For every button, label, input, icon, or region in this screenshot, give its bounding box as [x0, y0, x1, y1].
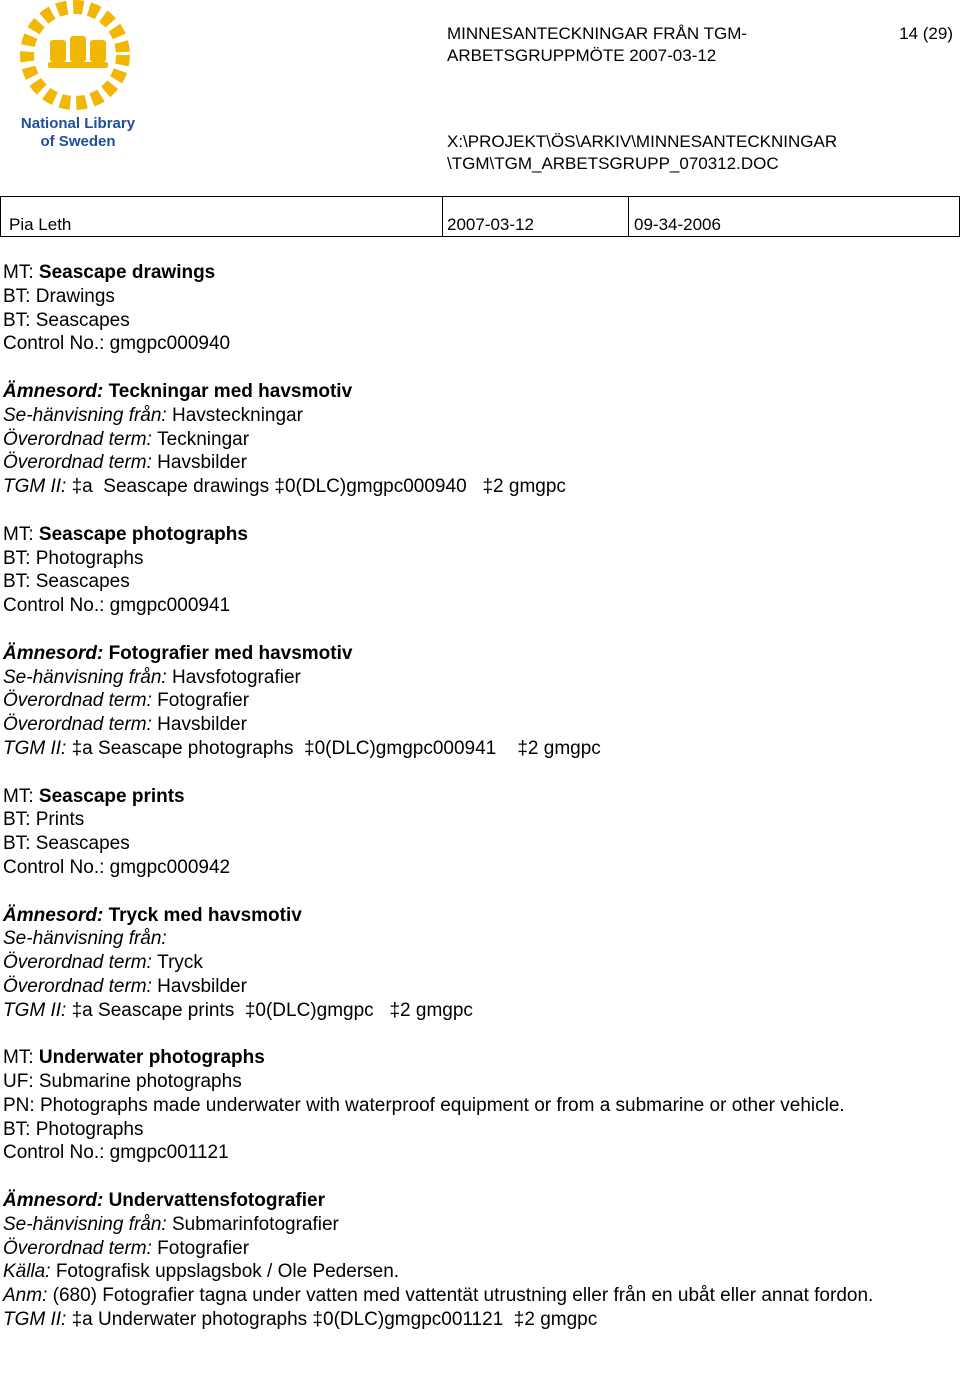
see-reference: Se-hänvisning från: Submarinfotografier — [3, 1213, 339, 1235]
broader-term: BT: Photographs — [3, 1118, 144, 1140]
swedish-subject: Ämnesord: Undervattensfotografier — [3, 1190, 325, 1212]
parent-term: Överordnad term: Havsbilder — [3, 975, 247, 997]
term-entry — [3, 1046, 903, 1332]
tgm-reference: TGM II: ‡a Seascape photographs ‡0(DLC)gmgpc000941 ‡2 gmgpc — [3, 737, 601, 759]
parent-term: Överordnad term: Fotografier — [3, 1237, 250, 1259]
meta-table — [0, 196, 960, 237]
page-number: 14 (29) — [899, 24, 953, 43]
swedish-subject: Ämnesord: Teckningar med havsmotiv — [3, 380, 353, 402]
document-body — [3, 261, 903, 1332]
control-number: Control No.: gmgpc000942 — [3, 856, 231, 878]
main-term: MT: Seascape photographs — [3, 523, 248, 545]
source: Källa: Fotografisk uppslagsbok / Ole Pedersen. — [3, 1261, 400, 1283]
svg-text:of Sweden: of Sweden — [40, 133, 116, 150]
broader-term: BT: Prints — [3, 809, 85, 831]
control-number: Control No.: gmgpc001121 — [3, 1142, 229, 1164]
broader-term: BT: Seascapes — [3, 309, 130, 331]
tgm-reference: TGM II: ‡a Seascape prints ‡0(DLC)gmgpc ‡2 gmgpc — [3, 999, 473, 1021]
title-line-2: ARBETSGRUPPMÖTE 2007-03-12 — [447, 46, 717, 65]
file-path: X:\PROJEKT\ÖS\ARKIV\MINNESANTECKNINGAR\TGM\TGM_ARBETSGRUPP_070312.DOC — [447, 132, 838, 173]
meta-ref: 09-34-2006 — [634, 215, 721, 234]
control-number: Control No.: gmgpc000940 — [3, 333, 231, 355]
parent-term: Överordnad term: Teckningar — [3, 428, 250, 450]
meta-date: 2007-03-12 — [447, 215, 534, 234]
meta-divider — [628, 197, 629, 236]
swedish-subject: Ämnesord: Tryck med havsmotiv — [3, 904, 302, 926]
parent-term: Överordnad term: Havsbilder — [3, 452, 247, 474]
main-term: MT: Seascape drawings — [3, 262, 216, 283]
document-title — [447, 23, 787, 67]
see-reference: Se-hänvisning från: Havsteckningar — [3, 404, 303, 426]
tgm-reference: TGM II: ‡a Seascape drawings ‡0(DLC)gmgpc000940 ‡2 gmgpc — [3, 476, 566, 498]
parent-term: Överordnad term: Tryck — [3, 952, 203, 974]
remark: Anm: (680) Fotografier tagna under vatten med vattentät utrustning eller från en ubåt eller annat fordon. — [3, 1285, 874, 1307]
broader-term: BT: Seascapes — [3, 571, 130, 593]
parent-term: Överordnad term: Havsbilder — [3, 714, 247, 736]
national-library-logo — [0, 0, 160, 160]
broader-term: BT: Seascapes — [3, 833, 130, 855]
broader-term: BT: Drawings — [3, 285, 115, 307]
used-for: UF: Submarine photographs — [3, 1071, 242, 1093]
svg-text:National Library: National Library — [20, 115, 136, 132]
main-term: MT: Underwater photographs — [3, 1047, 265, 1069]
public-note: PN: Photographs made underwater with waterproof equipment or from a submarine or other vehicle. — [3, 1094, 845, 1116]
see-reference: Se-hänvisning från: Havsfotografier — [3, 666, 301, 688]
term-entry — [3, 261, 903, 499]
meta-divider — [442, 197, 443, 236]
title-line-1: MINNESANTECKNINGAR FRÅN TGM- — [447, 24, 748, 43]
broader-term: BT: Photographs — [3, 547, 144, 569]
tgm-reference: TGM II: ‡a Underwater photographs ‡0(DLC)gmgpc001121 ‡2 gmgpc — [3, 1309, 598, 1331]
term-entry — [3, 523, 903, 761]
control-number: Control No.: gmgpc000941 — [3, 595, 231, 617]
term-entry — [3, 785, 903, 1023]
author: Pia Leth — [9, 215, 72, 234]
swedish-subject: Ämnesord: Fotografier med havsmotiv — [3, 642, 353, 664]
see-reference: Se-hänvisning från: — [3, 928, 167, 950]
parent-term: Överordnad term: Fotografier — [3, 690, 250, 712]
main-term: MT: Seascape prints — [3, 785, 185, 807]
